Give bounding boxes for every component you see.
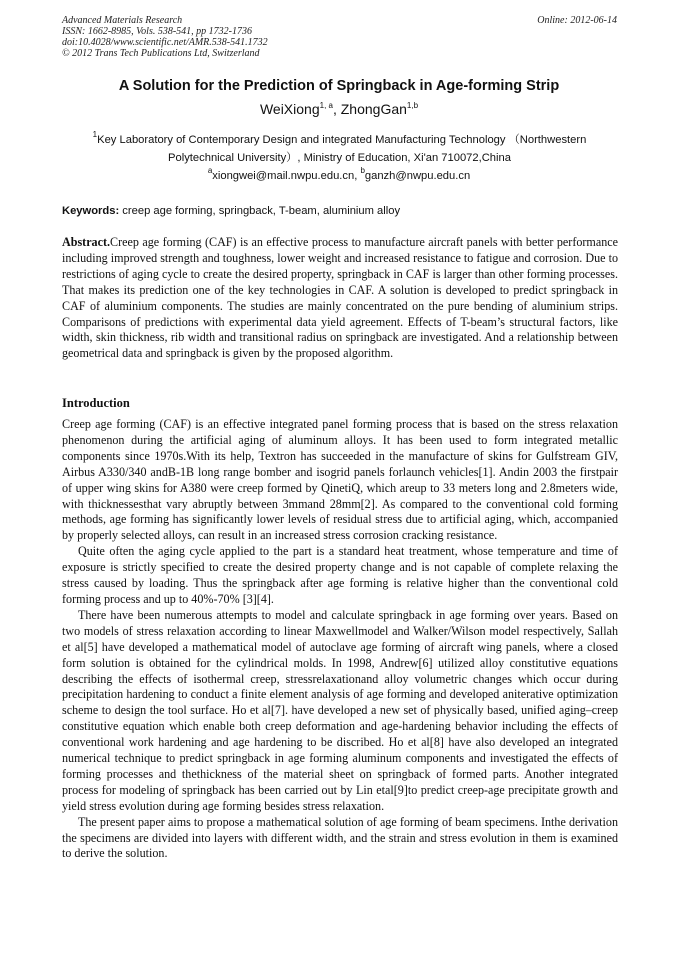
- email-address: xiongwei@mail.nwpu.edu.cn,: [212, 170, 361, 182]
- journal-name: Advanced Materials Research: [62, 15, 183, 26]
- author-separator: ,: [332, 101, 341, 117]
- author-affiliation-marker: 1,b: [406, 101, 419, 110]
- author-name: ZhongGan: [340, 101, 407, 117]
- issn-line: ISSN: 1662-8985, Vols. 538-541, pp 1732-1736: [62, 26, 252, 37]
- online-date: Online: 2012-06-14: [537, 15, 617, 26]
- introduction-body: [62, 417, 618, 862]
- copyright-line: © 2012 Trans Tech Publications Ltd, Switzerland: [62, 48, 260, 59]
- body-paragraph: Creep age forming (CAF) is an effective integrated panel forming process that is based on the stress relaxation phenomenon during the artificial aging of aluminum alloys. It has been used to form integrated metallic components since 1970s.With its help, Textron has succeeded in the manufacture of skins for Gulfstream GIV, Airbus A330/340 andB-1B long range bomber and isogrid panels forlaunch vehicles[1]. Andin 2003 the firstpair of upper wing skins for A380 were creep formed by QinetiQ, which areup to 33 meters long and 2.8meters wide, with thicknessesthat vary abruptly between 3mmand 28mm[2]. As compared to the conventional cold forming methods, age forming has significantly lower levels of residual stress due to artificial aging, which, accompanied by properly selected alloys, can result in an increased stress corrosion cracking resistance.: [62, 417, 618, 543]
- keywords-label: Keywords:: [62, 205, 120, 217]
- body-paragraph: There have been numerous attempts to model and calculate springback in age forming over years. Based on two models of stress relaxation according to linear Maxwellmodel and Walker/Wilson model respectively, Sallah et al[5] have developed a mathematical model of autoclave age forming of aircraft wing panels, where a closed form solution is obtained for the cylindrical molds. In 1998, Andrew[6] utilized alloy constitutive equations describing the effects of isothermal creep, stressrelaxationand alloy volumetric changes which occur during precipitation hardening to conduct a finite element analysis of age forming and developed aniterative optimization scheme to design the tool surface. Ho et al[7]. have developed a new set of physically based, unified aging–creep constitutive equation which enable both creep deformation and age-hardening behavior including the effects of conventional work hardening and age hardening to be discribed. Ho et al[8] have also developed an integrated numerical technique to predict springback in age forming aluminum components and investigated the effects of forming processes and thethickness of the material sheet on springback of formed parts. Another integrated process for modeling of springback has been carried out by Lin etal[9]to predict creep-age precipitate growth and yield stress evolution during age forming besides stress relaxation.: [62, 607, 618, 813]
- email-marker: b: [360, 166, 365, 175]
- paper-title: A Solution for the Prediction of Springback in Age-forming Strip: [118, 78, 560, 94]
- body-paragraph: The present paper aims to propose a mathematical solution of age forming of beam specimens. Inthe derivation the specimens are divided into layers with different width, and the strain and stress evolution in them is examined to derive the solution.: [62, 814, 618, 861]
- email-address: ganzh@nwpu.edu.cn: [364, 170, 471, 182]
- keywords: [62, 205, 617, 217]
- author-name: WeiXiong: [259, 101, 320, 117]
- affiliation-marker: 1: [92, 130, 98, 139]
- abstract-text: Creep age forming (CAF) is an effective process to manufacture aircraft panels with better performance including improved strength and toughness, lower weight and increased resistance to fatigue and corrosion. Due to restrictions of aging cycle to create the desired property, springback in CAF is larger than other forming processes. That makes its prediction one of the key technologies in CAF. A solution is developed to predict springback in CAF of aluminium components. The studies are mainly concentrated on the pure bending of aluminium strips. Comparisons of predictions with experimental data yield agreement. Effects of T-beam’s structural factors, like width, skin thickness, rib width and transitional radius on springback are investigated. And a relationship between geometrical data and springback is given by the proposed algorithm.: [62, 235, 618, 361]
- abstract: [62, 235, 618, 362]
- doi-line: doi:10.4028/www.scientific.net/AMR.538-541.1732: [62, 37, 268, 48]
- affiliation-text: Key Laboratory of Contemporary Design and integrated Manufacturing Technology （Northwestern Polytechnical University）, Ministry of Education, Xi'an 710072,China: [97, 134, 587, 164]
- abstract-label: Abstract.: [62, 235, 111, 249]
- body-paragraph: Quite often the aging cycle applied to the part is a standard heat treatment, whose temperature and time of exposure is strictly specified to create the desired property change and is not capable of complete relaxing the stress caused by loading. Thus the springback after age forming is relative higher than the conventional cold forming process and up to 40%-70% [3][4].: [62, 544, 618, 606]
- author-line: [0, 101, 678, 117]
- email-line: [0, 166, 678, 182]
- introduction-heading: Introduction: [62, 396, 130, 410]
- journal-header: [62, 15, 617, 59]
- keywords-text: creep age forming, springback, T-beam, aluminium alloy: [119, 205, 401, 217]
- author-affiliation-marker: 1, a: [319, 101, 333, 110]
- email-marker: a: [207, 166, 213, 175]
- affiliation: [62, 131, 617, 167]
